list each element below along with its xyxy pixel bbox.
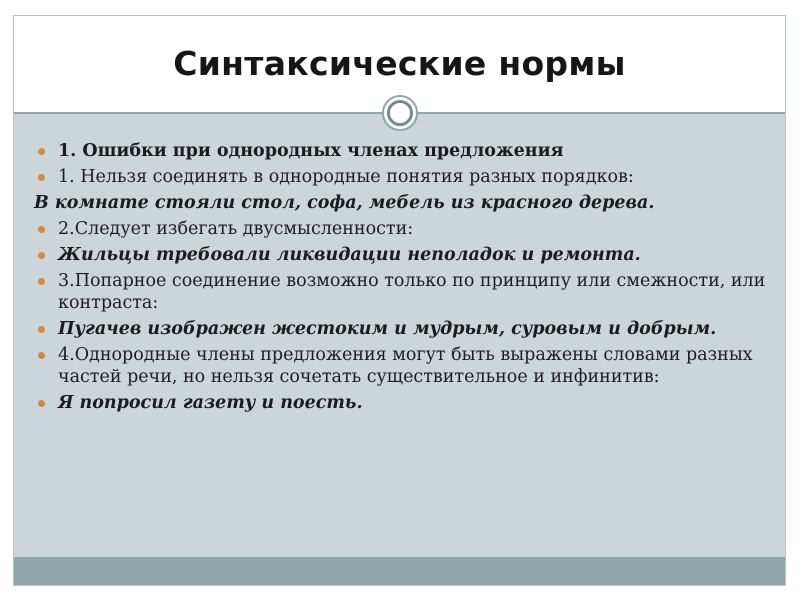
- content-list: [34, 140, 774, 418]
- example-text: Я попросил газету и поесть.: [58, 393, 363, 413]
- slide-title: Синтаксические нормы: [173, 44, 626, 83]
- bullet-icon: [38, 174, 45, 181]
- list-item: [34, 392, 774, 414]
- list-item: [34, 344, 774, 388]
- bullet-icon: [38, 148, 45, 155]
- list-item: [34, 244, 774, 266]
- example-text: Пугачев изображен жестоким и мудрым, суровым и добрым.: [58, 319, 717, 339]
- example-text: В комнате стояли стол, софа, мебель из красного дерева.: [34, 193, 655, 213]
- bullet-icon: [38, 352, 45, 359]
- list-item: [34, 140, 774, 162]
- list-item: [34, 318, 774, 340]
- item-text: 3.Попарное соединение возможно только по принципу или смежности, или контраста:: [58, 271, 766, 313]
- bullet-icon: [38, 278, 45, 285]
- footer-band: [14, 557, 785, 585]
- list-item: [34, 166, 774, 188]
- item-text: 1. Нельзя соединять в однородные понятия разных порядков:: [58, 167, 634, 187]
- slide: [13, 15, 786, 586]
- bullet-icon: [38, 252, 45, 259]
- bullet-icon: [38, 226, 45, 233]
- item-text: 1. Ошибки при однородных членах предложения: [58, 141, 564, 161]
- item-text: 4.Однородные члены предложения могут быть выражены словами разных частей речи, но нельзя сочетать существительное и инфинитив:: [58, 345, 753, 387]
- circle-ornament-icon: [382, 95, 418, 131]
- item-text: 2.Следует избегать двусмысленности:: [58, 219, 414, 239]
- list-item: [34, 218, 774, 240]
- example-item: [34, 192, 774, 214]
- bullet-icon: [38, 326, 45, 333]
- list-item: [34, 270, 774, 314]
- bullet-icon: [38, 400, 45, 407]
- example-text: Жильцы требовали ликвидации неполадок и ремонта.: [58, 245, 641, 265]
